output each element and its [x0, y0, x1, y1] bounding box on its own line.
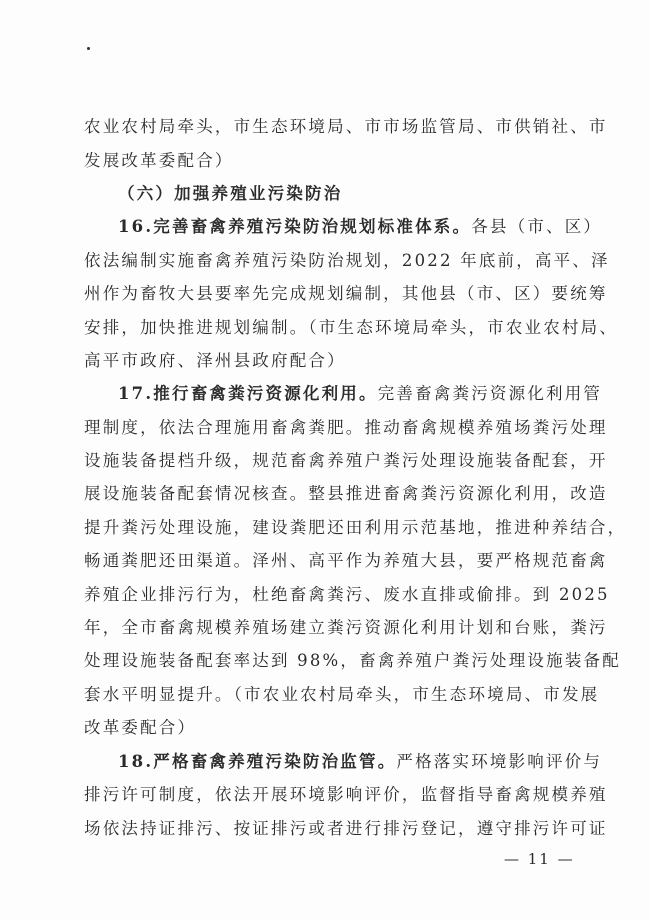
item-16-title: 16.完善畜禽养殖污染防治规划标准体系。 [118, 217, 472, 236]
text-line: 处理设施装备配套率达到 98%，畜禽养殖户粪污处理设施装备配 [84, 651, 621, 670]
text-line: 设施装备提档升级，规范畜禽养殖户粪污处理设施装备配套，开 [84, 451, 608, 470]
text-line: 发展改革委配合） [84, 151, 234, 170]
text-line: 畅通粪肥还田渠道。泽州、高平作为养殖大县，要严格规范畜禽 [84, 551, 608, 570]
page-number: — 11 — [504, 850, 575, 868]
item-18-first-line [118, 752, 603, 772]
item-16-first-line [118, 217, 603, 237]
section-heading: （六）加强养殖业污染防治 [118, 184, 343, 203]
text-line: 安排，加快推进规划编制。（市生态环境局牵头，市农业农村局、 [84, 318, 619, 337]
text-line: 年，全市畜禽规模养殖场建立粪污资源化利用计划和台账，粪污 [84, 618, 608, 637]
item-18-title: 18.严格畜禽养殖污染防治监管。 [118, 752, 397, 771]
text-line: 农业农村局牵头，市生态环境局、市市场监管局、市供销社、市 [84, 117, 608, 136]
item-17-title: 17.推行畜禽粪污资源化利用。 [118, 384, 378, 403]
text-line: 依法编制实施畜禽养殖污染防治规划，2022 年底前，高平、泽 [84, 251, 610, 270]
text-line: 养殖企业排污行为，杜绝畜禽粪污、废水直排或偷排。到 2025 [84, 585, 610, 604]
item-18-text: 严格落实环境影响评价与 [396, 752, 603, 771]
text-line: 改革委配合） [84, 718, 197, 737]
text-line: 排污许可制度，依法开展环境影响评价，监督指导畜禽规模养殖 [84, 785, 608, 804]
scan-dot [87, 47, 90, 50]
text-line: 展设施装备配套情况核查。整县推进畜禽粪污资源化利用，改造 [84, 484, 608, 503]
text-line: 场依法持证排污、按证排污或者进行排污登记，遵守排污许可证 [84, 819, 608, 838]
text-line: 套水平明显提升。（市农业农村局牵头，市生态环境局、市发展 [84, 685, 600, 704]
text-line: 州作为畜牧大县要率先完成规划编制，其他县（市、区）要统筹 [84, 284, 608, 303]
text-line: 提升粪污处理设施，建设粪肥还田利用示范基地，推进种养结合， [84, 518, 627, 537]
text-line: 高平市政府、泽州县政府配合） [84, 351, 346, 370]
text-line: 理制度，依法合理施用畜禽粪肥。推动畜禽规模养殖场粪污处理 [84, 418, 608, 437]
item-17-first-line [118, 384, 603, 404]
item-16-text: 各县（市、区） [471, 217, 603, 236]
item-17-text: 完善畜禽粪污资源化利用管 [377, 384, 603, 403]
